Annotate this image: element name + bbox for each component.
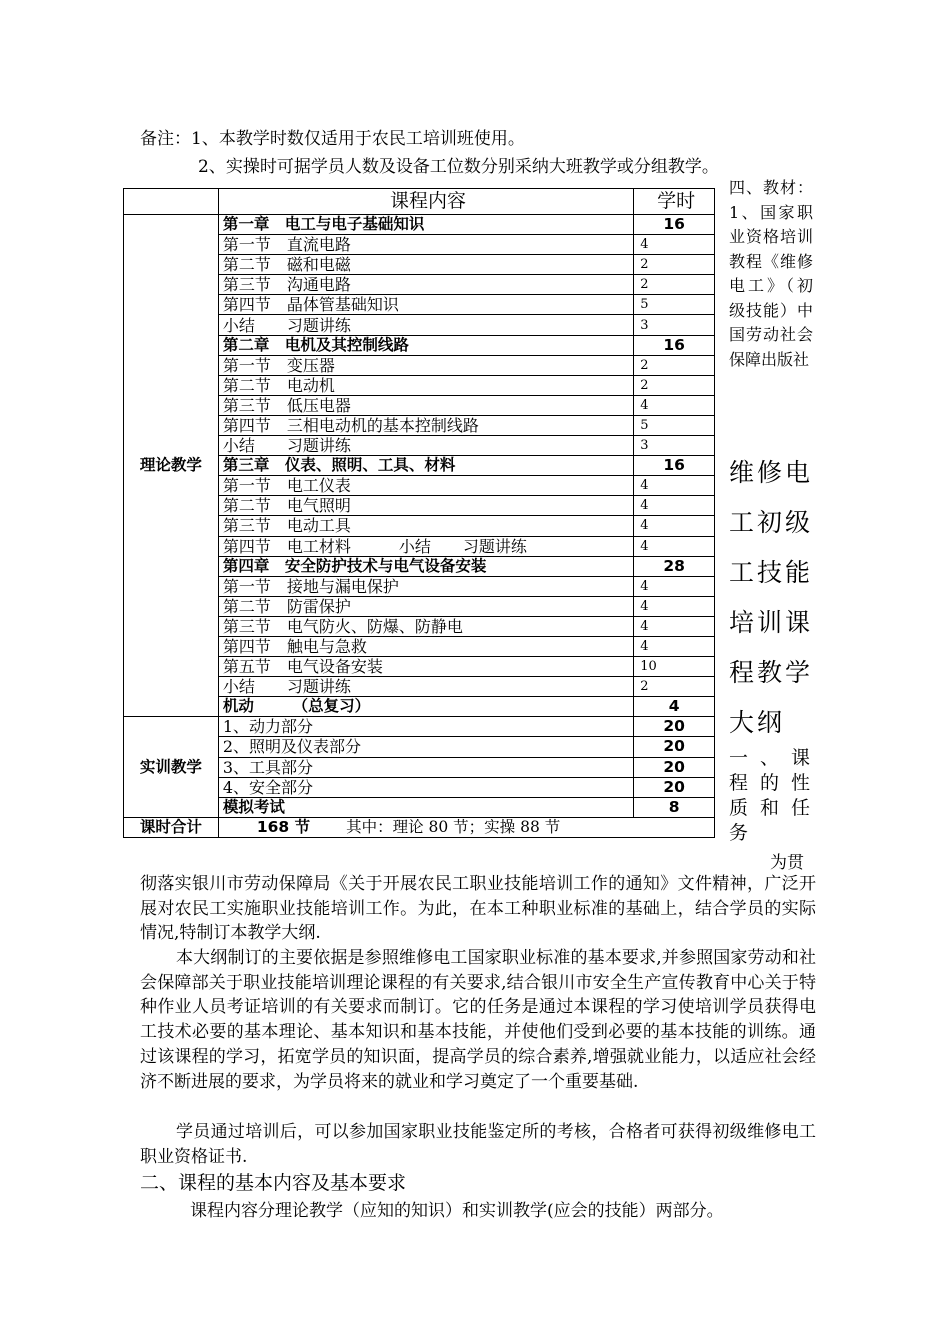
row-content: 1、动力部分: [218, 717, 633, 737]
row-hours: 4: [634, 697, 715, 717]
row-content: 2、照明及仪表部分: [218, 737, 633, 757]
header-empty-cell: [124, 189, 219, 215]
header-hours: 学时: [634, 189, 715, 215]
table-row: [124, 717, 715, 737]
row-hours: 4: [634, 616, 715, 636]
row-hours: 4: [634, 596, 715, 616]
row-hours: 28: [634, 556, 715, 576]
row-hours: 2: [634, 677, 715, 697]
note-line-2: 2、实操时可据学员人数及设备工位数分别采纳大班教学或分组教学。: [198, 157, 719, 177]
row-content: 第二节 电动机: [218, 375, 633, 395]
doc-title-line: 程教学: [729, 658, 814, 687]
row-content: 第五节 电气设备安装: [218, 657, 633, 677]
row-content: 第三节 低压电器: [218, 395, 633, 415]
paragraph-3: 学员通过培训后，可以参加国家职业技能鉴定所的考核，合格者可获得初级维修电工职业资格证书.: [140, 1122, 816, 1167]
row-content: 小结 习题讲练: [218, 677, 633, 697]
doc-title: [729, 448, 813, 748]
row-hours: 16: [634, 215, 715, 235]
theory-label: 理论教学: [124, 215, 219, 717]
row-content: 第二节 磁和电磁: [218, 255, 633, 275]
row-content: 第一节 接地与漏电保护: [218, 576, 633, 596]
row-hours: 3: [634, 315, 715, 335]
doc-title-line: 培训课: [729, 608, 814, 637]
row-hours: 16: [634, 456, 715, 476]
section-1-heading: 一、课程的性质和任务: [729, 747, 813, 844]
row-hours: 16: [634, 335, 715, 355]
row-hours: 4: [634, 496, 715, 516]
paragraph-4: 课程内容分理论教学（应知的知识）和实训教学(应会的技能）两部分。: [190, 1201, 724, 1221]
paragraph-2: 本大纲制订的主要依据是参照维修电工国家职业标准的基本要求,并参照国家劳动和社会保障部关于职业技能培训理论课程的有关要求,结合银川市安全生产宣传教育中心关于特种作业人员考证培训的有关要求而制订。它的任务是通过本课程的学习使培训学员获得电工技术必要的基本理论、基本知识和基本技能，并使他们受到必要的基本技能的训练。通过该课程的学习，拓宽学员的知识面，提高学员的综合素养,增强就业能力，以适应社会经济不断进展的要求，为学员将来的就业和学习奠定了一个重要基础.: [140, 948, 816, 1092]
row-hours: 2: [634, 275, 715, 295]
row-hours: 2: [634, 255, 715, 275]
row-hours: 20: [634, 777, 715, 797]
row-hours: 2: [634, 355, 715, 375]
row-content: 第三章 仪表、照明、工具、材料: [218, 456, 633, 476]
row-content: 第三节 沟通电路: [218, 275, 633, 295]
row-hours: 8: [634, 797, 715, 817]
row-hours: 5: [634, 415, 715, 435]
row-content: 第二节 防雷保护: [218, 596, 633, 616]
row-hours: 2: [634, 375, 715, 395]
row-hours: 4: [634, 636, 715, 656]
paragraph-1: 彻落实银川市劳动保障局《关于开展农民工职业技能培训工作的通知》文件精神，广泛开展对农民工实施职业技能培训工作。为此，在本工种职业标准的基础上，结合学员的实际情况,特制订本教学大纲.: [140, 874, 816, 944]
row-hours: 4: [634, 395, 715, 415]
row-hours: 20: [634, 737, 715, 757]
row-content: 第一章 电工与电子基础知识: [218, 215, 633, 235]
materials-text: 四、教材：1、国家职业资格培训教程《维修电工》（初级技能）中国劳动社会保障出版社: [729, 178, 813, 369]
note-line-1: 备注：1、本教学时数仅适用于农民工培训班使用。: [140, 129, 525, 149]
row-content: 第二章 电机及其控制线路: [218, 335, 633, 355]
row-content: 第三节 电动工具: [218, 516, 633, 536]
section-2-heading: 二、课程的基本内容及基本要求: [140, 1172, 407, 1194]
row-content: 第四节 触电与急救: [218, 636, 633, 656]
doc-title-line: 工技能: [729, 558, 814, 587]
row-hours: 10: [634, 657, 715, 677]
row-hours: 4: [634, 536, 715, 556]
doc-title-line: 工初级: [729, 508, 814, 537]
row-hours: 4: [634, 576, 715, 596]
course-schedule-table: [123, 188, 715, 838]
row-content: 机动 （总复习）: [218, 697, 633, 717]
header-content: 课程内容: [218, 189, 633, 215]
total-row: [124, 817, 715, 837]
row-content: 3、工具部分: [218, 757, 633, 777]
total-label: 课时合计: [124, 817, 219, 837]
row-content: 第四节 电工材料 小结 习题讲练: [218, 536, 633, 556]
table-row: [124, 215, 715, 235]
row-content: 小结 习题讲练: [218, 436, 633, 456]
row-content: 第一节 电工仪表: [218, 476, 633, 496]
row-hours: 3: [634, 436, 715, 456]
row-content: 模拟考试: [218, 797, 633, 817]
table-header-row: [124, 189, 715, 215]
total-value: 168 节: [256, 817, 311, 836]
row-hours: 20: [634, 757, 715, 777]
row-hours: 4: [634, 516, 715, 536]
row-content: 第四节 晶体管基础知识: [218, 295, 633, 315]
row-content: 小结 习题讲练: [218, 315, 633, 335]
row-content: 第四节 三相电动机的基本控制线路: [218, 415, 633, 435]
row-content: 第一节 直流电路: [218, 235, 633, 255]
continuation-text: 为贯: [770, 853, 804, 873]
doc-title-line: 大纲: [729, 708, 786, 737]
total-value-cell: [218, 817, 714, 837]
row-content: 4、安全部分: [218, 777, 633, 797]
row-hours: 4: [634, 235, 715, 255]
practice-label: 实训教学: [124, 717, 219, 817]
row-content: 第一节 变压器: [218, 355, 633, 375]
doc-title-line: 维修电: [729, 458, 814, 487]
row-content: 第二节 电气照明: [218, 496, 633, 516]
row-content: 第四章 安全防护技术与电气设备安装: [218, 556, 633, 576]
row-content: 第三节 电气防火、防爆、防静电: [218, 616, 633, 636]
row-hours: 5: [634, 295, 715, 315]
row-hours: 20: [634, 717, 715, 737]
total-detail: 其中：理论 80 节；实操 88 节: [346, 817, 561, 836]
row-hours: 4: [634, 476, 715, 496]
